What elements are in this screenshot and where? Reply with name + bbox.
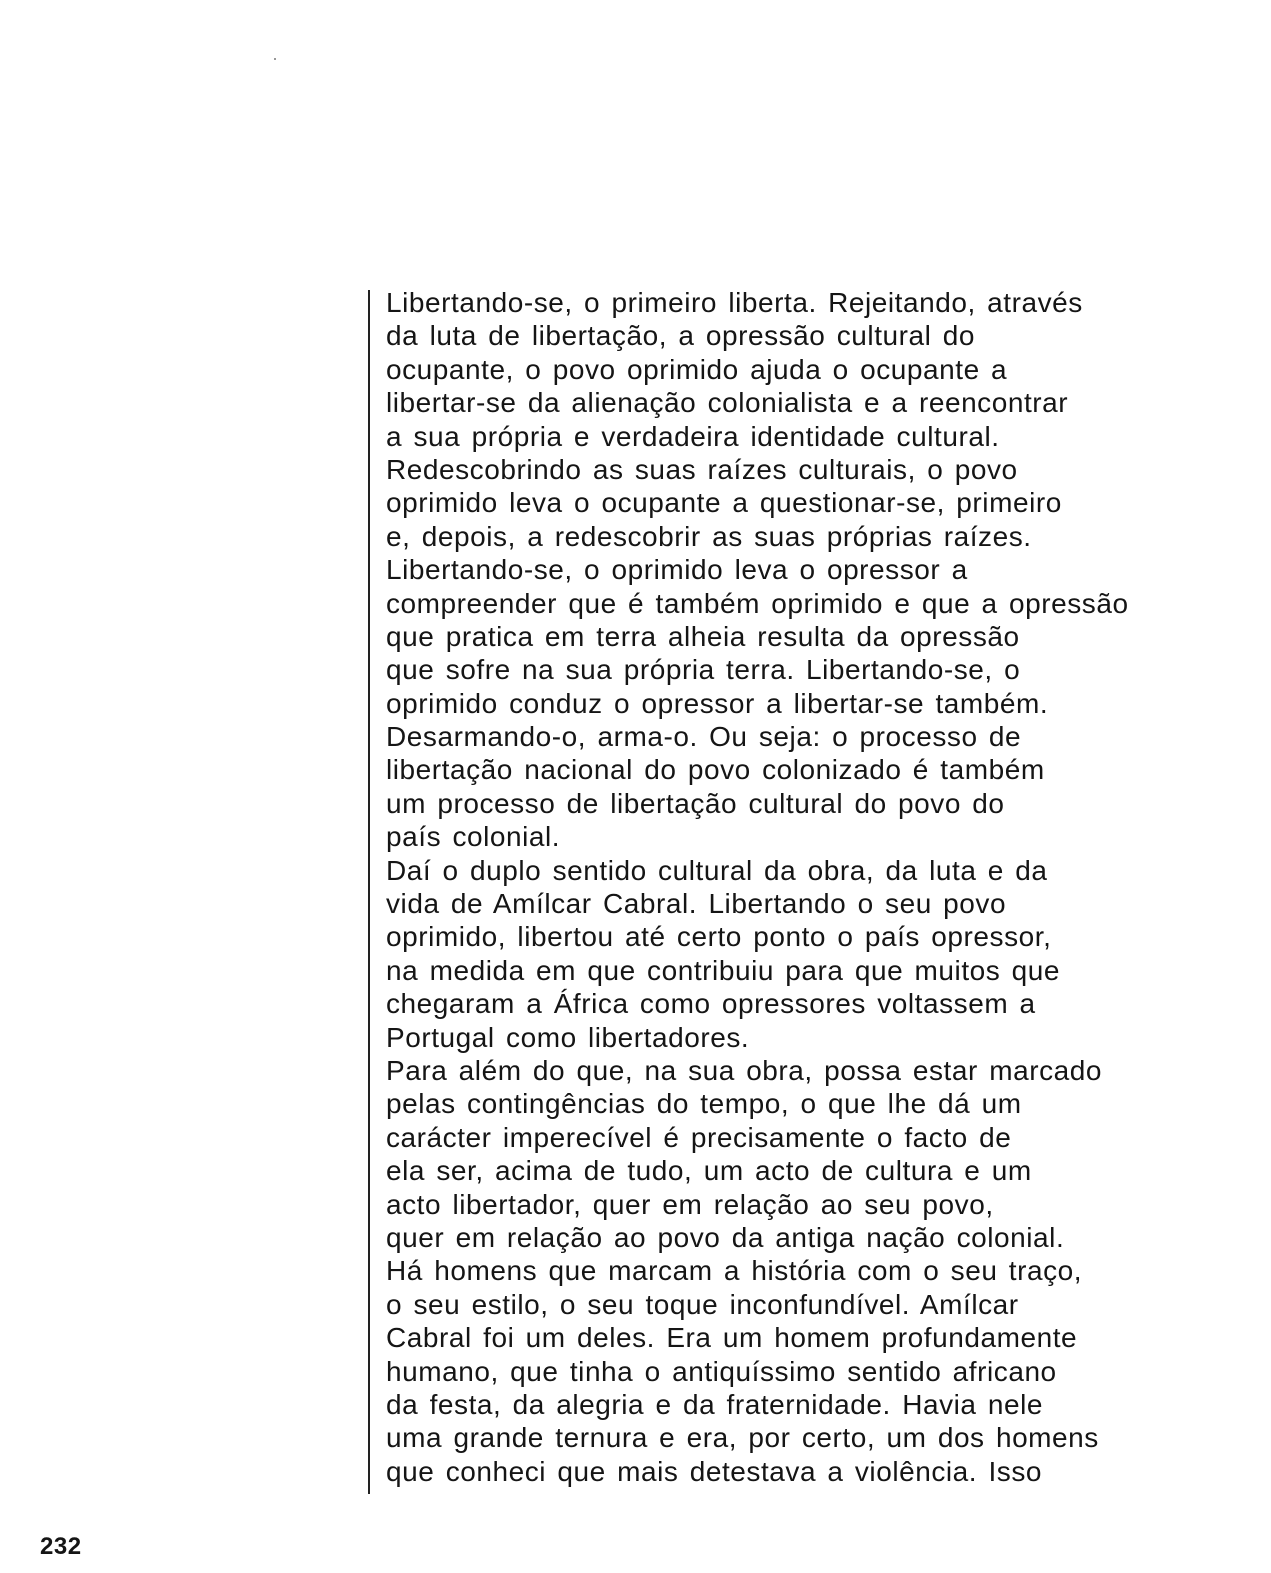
text-line: ela ser, acima de tudo, um acto de cultura e um (386, 1155, 1032, 1187)
text-line: Para além do que, na sua obra, possa estar marcado (386, 1054, 1102, 1086)
page-number: 232 (40, 1533, 82, 1560)
text-line: acto libertador, quer em relação ao seu povo, (386, 1188, 994, 1220)
text-line: país colonial. (386, 821, 561, 853)
text-line: Libertando-se, o oprimido leva o opressor a (386, 554, 968, 586)
text-line: Portugal como libertadores. (386, 1021, 750, 1053)
text-line: pelas contingências do tempo, o que lhe dá um (386, 1088, 1022, 1120)
text-line: libertação nacional do povo colonizado é também (386, 754, 1045, 786)
text-line: que sofre na sua própria terra. Libertando-se, o (386, 654, 1021, 686)
body-text (386, 286, 1246, 1488)
text-line: Cabral foi um deles. Era um homem profundamente (386, 1322, 1078, 1354)
text-line: oprimido conduz o opressor a libertar-se também. (386, 687, 1049, 719)
text-line: quer em relação ao povo da antiga nação colonial. (386, 1221, 1065, 1253)
text-line: da festa, da alegria e da fraternidade. Havia nele (386, 1388, 1044, 1420)
text-line: oprimido, libertou até certo ponto o país opressor, (386, 921, 1052, 953)
text-line: Há homens que marcam a história com o seu traço, (386, 1255, 1083, 1287)
text-line: Redescobrindo as suas raízes culturais, o povo (386, 453, 1018, 485)
text-line: na medida em que contribuiu para que muitos que (386, 954, 1061, 986)
text-line: carácter imperecível é precisamente o facto de (386, 1121, 1012, 1153)
text-line: uma grande ternura e era, por certo, um dos homens (386, 1422, 1099, 1454)
text-line: a sua própria e verdadeira identidade cultural. (386, 420, 1000, 452)
text-line: libertar-se da alienação colonialista e a reencontrar (386, 387, 1069, 419)
text-line: o seu estilo, o seu toque inconfundível. Amílcar (386, 1288, 1019, 1320)
text-line: que pratica em terra alheia resulta da opressão (386, 620, 1020, 652)
text-line: compreender que é também oprimido e que a opressão (386, 587, 1129, 619)
text-line: ocupante, o povo oprimido ajuda o ocupante a (386, 353, 1008, 385)
text-line: chegaram a África como opressores voltassem a (386, 988, 1036, 1020)
text-line: um processo de libertação cultural do povo do (386, 787, 1005, 819)
paper-speck (274, 58, 276, 60)
text-line: Daí o duplo sentido cultural da obra, da luta e da (386, 854, 1048, 886)
text-line: Libertando-se, o primeiro liberta. Rejeitando, através (386, 287, 1083, 318)
text-line: Desarmando-o, arma-o. Ou seja: o processo de (386, 721, 1022, 753)
text-line: que conheci que mais detestava a violência. Isso (386, 1455, 1042, 1487)
text-line: oprimido leva o ocupante a questionar-se, primeiro (386, 487, 1062, 519)
text-line: e, depois, a redescobrir as suas próprias raízes. (386, 520, 1032, 552)
text-line: da luta de libertação, a opressão cultural do (386, 320, 975, 352)
text-line: vida de Amílcar Cabral. Libertando o seu povo (386, 888, 1007, 920)
text-line: humano, que tinha o antiquíssimo sentido africano (386, 1355, 1057, 1387)
margin-rule (368, 290, 370, 1494)
